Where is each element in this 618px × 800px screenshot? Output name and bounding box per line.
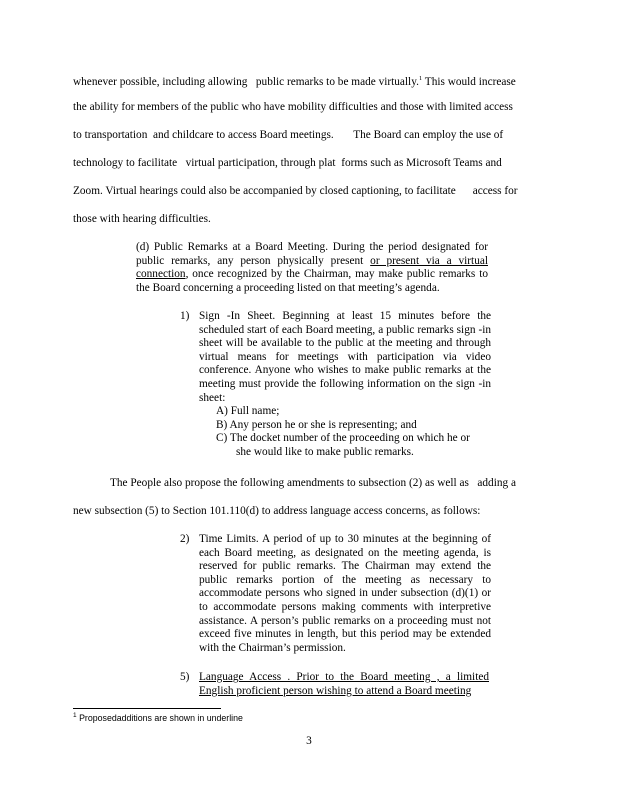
item-number: 2) [180,533,190,545]
subitem: A) Full name; [216,405,280,417]
item-number: 5) [180,671,190,683]
body-line: those with hearing difficulties. [73,213,211,225]
page-number: 3 [306,735,312,747]
body-line: the ability for members of the public who have mobility difficulties and those with limited access [73,101,513,113]
footnote-ref: 1 [418,75,423,82]
subitem: C) The docket number of the proceeding on which he or [216,432,470,445]
section-d-block: (d) Public Remarks at a Board Meeting. During the period designated for public remarks, any person physically present or present via a virtual connection, once recognized by the Chairman, may make public remarks to the Board concerning a proceeding listed on that meeting’s agenda. [136,241,488,294]
item-5-text: Language Access . Prior to the Board meeting , a limited English proficient person wishing to attend a Board meeting [199,671,489,697]
footnote-mark: 1 [73,712,77,719]
item-1-subitems [216,405,496,459]
underlined-addition: or present via a virtual connection [136,254,488,281]
footnote: $^1$ Proposedadditions are shown in underline [73,712,243,723]
footnote-divider [73,708,221,709]
body-line: Zoom. Virtual hearings could also be accompanied by closed captioning, to facilitate access for [73,185,518,197]
item-1-text: Sign -In Sheet. Beginning at least 15 minutes before the scheduled start of each Board meeting, a public remarks sign -in sheet will be available to the public at the meeting and through virtual means for meetings with participation via video conference. Anyone who wishes to make public remarks at the meeting must provide the following information on the sign -in sheet: [199,310,491,404]
body-line: new subsection (5) to Section 101.110(d) to address language access concerns, as follows: [73,505,481,517]
subitem: B) Any person he or she is representing; and [216,418,417,431]
body-line: whenever possible, including allowing public remarks to be made virtually.$^1$ This would increase [73,75,516,88]
body-line: to transportation and childcare to access Board meetings. The Board can employ the use of [73,129,504,141]
body-line: The People also propose the following amendments to subsection (2) as well as adding a [110,477,516,489]
item-2-text: Time Limits. A period of up to 30 minutes at the beginning of each Board meeting, as designated on the meeting agenda, is reserved for public remarks. The Chairman may extend the public remarks portion of the meeting as necessary to accommodate persons who signed in under subsection (d)(1) or to accommodate persons making comments with interpretive assistance. A person’s public remarks on a proceeding must not exceed five minutes in length, but this period may be extended with the Chairman’s permission. [199,533,491,654]
item-number: 1) [180,310,190,322]
subitem-continuation: she would like to make public remarks. [236,445,414,458]
body-line: technology to facilitate virtual participation, through plat forms such as Microsoft Teams and [73,157,502,169]
